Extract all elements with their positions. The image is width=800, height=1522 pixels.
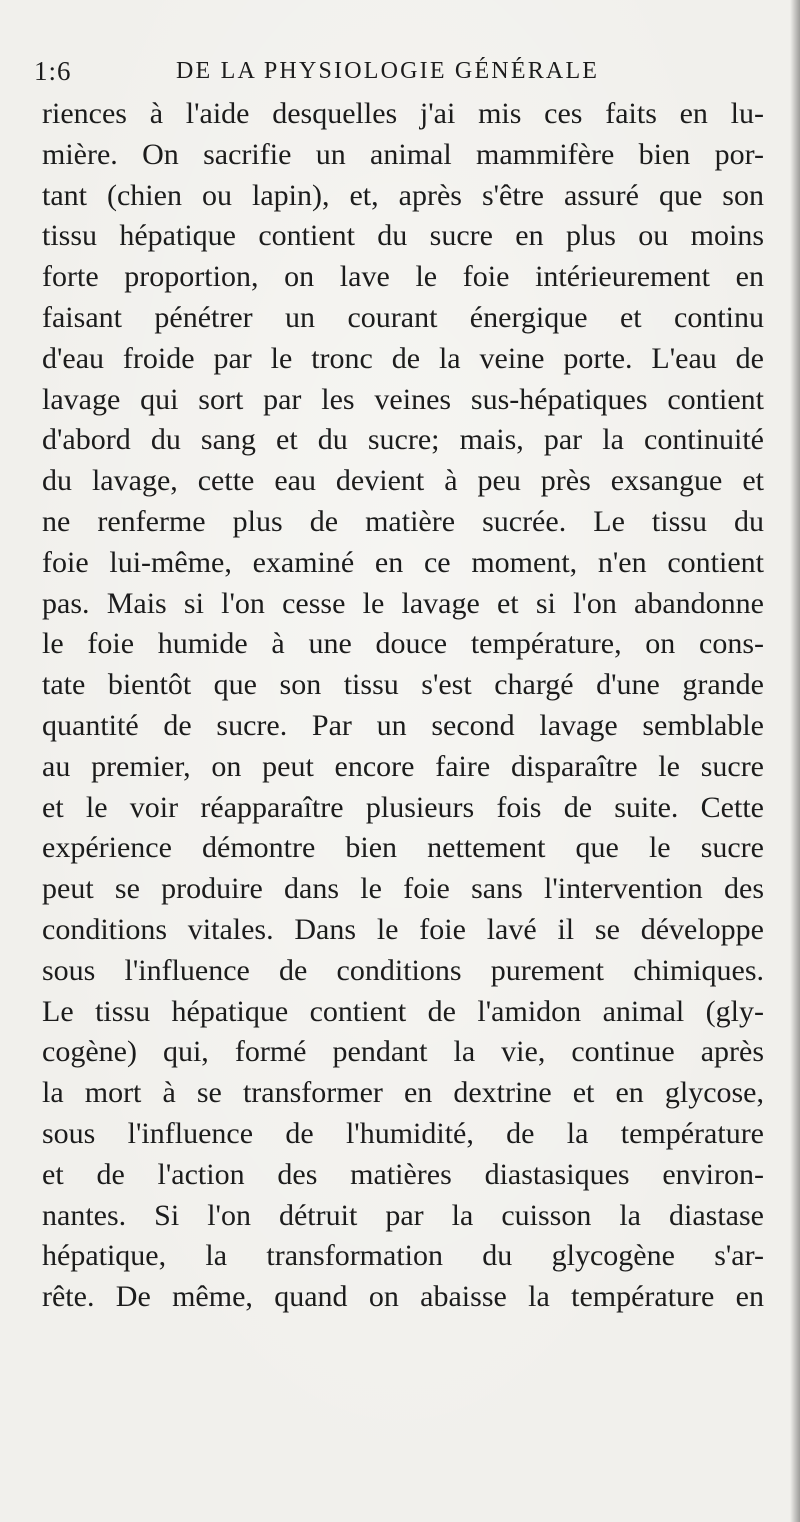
- text-line: tant (chien ou lapin), et, après s'être assuré que son: [42, 178, 764, 212]
- text-line: lavage qui sort par les veines sus-hépatiques contient: [42, 382, 764, 416]
- text-line: sous l'influence de l'humidité, de la température: [42, 1116, 764, 1150]
- text-line: d'eau froide par le tronc de la veine porte. L'eau de: [42, 341, 764, 375]
- text-line: le foie humide à une douce température, on cons-: [42, 627, 764, 661]
- text-line: cogène) qui, formé pendant la vie, continue après: [42, 1035, 764, 1069]
- text-line: la mort à se transformer en dextrine et en glycose,: [42, 1076, 764, 1110]
- text-line: rête. De même, quand on abaisse la température en: [42, 1280, 764, 1314]
- text-line: au premier, on peut encore faire disparaître le sucre: [42, 749, 764, 783]
- text-line: d'abord du sang et du sucre; mais, par la continuité: [42, 423, 764, 457]
- text-line: tate bientôt que son tissu s'est chargé d'une grande: [42, 668, 764, 702]
- text-line: expérience démontre bien nettement que le sucre: [42, 831, 764, 865]
- text-line: et de l'action des matières diastasiques environ-: [42, 1157, 764, 1191]
- text-line: conditions vitales. Dans le foie lavé il se développe: [42, 912, 764, 946]
- page-header: [34, 52, 764, 92]
- body-text: [42, 94, 764, 1318]
- text-line: hépatique, la transformation du glycogène s'ar-: [42, 1239, 764, 1273]
- page-edge-shadow: [790, 0, 800, 1522]
- running-head: DE LA PHYSIOLOGIE GÉNÉRALE: [176, 58, 600, 84]
- text-line: peut se produire dans le foie sans l'intervention des: [42, 872, 764, 906]
- text-line: quantité de sucre. Par un second lavage semblable: [42, 708, 764, 742]
- text-line: faisant pénétrer un courant énergique et continu: [42, 300, 764, 334]
- text-line: Le tissu hépatique contient de l'amidon animal (gly-: [42, 994, 764, 1028]
- text-line: pas. Mais si l'on cesse le lavage et si l'on abandonne: [42, 586, 764, 620]
- text-line: et le voir réapparaître plusieurs fois de suite. Cette: [42, 790, 764, 824]
- text-line: mière. On sacrifie un animal mammifère bien por-: [42, 137, 764, 171]
- text-line: sous l'influence de conditions purement chimiques.: [42, 953, 764, 987]
- text-line: tissu hépatique contient du sucre en plus ou moins: [42, 219, 764, 253]
- text-line: nantes. Si l'on détruit par la cuisson la diastase: [42, 1198, 764, 1232]
- text-line: forte proportion, on lave le foie intérieurement en: [42, 260, 764, 294]
- text-line: riences à l'aide desquelles j'ai mis ces faits en lu-: [42, 97, 764, 130]
- text-line: ne renferme plus de matière sucrée. Le tissu du: [42, 504, 764, 538]
- text-line: foie lui-même, examiné en ce moment, n'en contient: [42, 545, 764, 579]
- page-number: 1:6: [34, 56, 72, 86]
- text-line: du lavage, cette eau devient à peu près exsangue et: [42, 464, 764, 498]
